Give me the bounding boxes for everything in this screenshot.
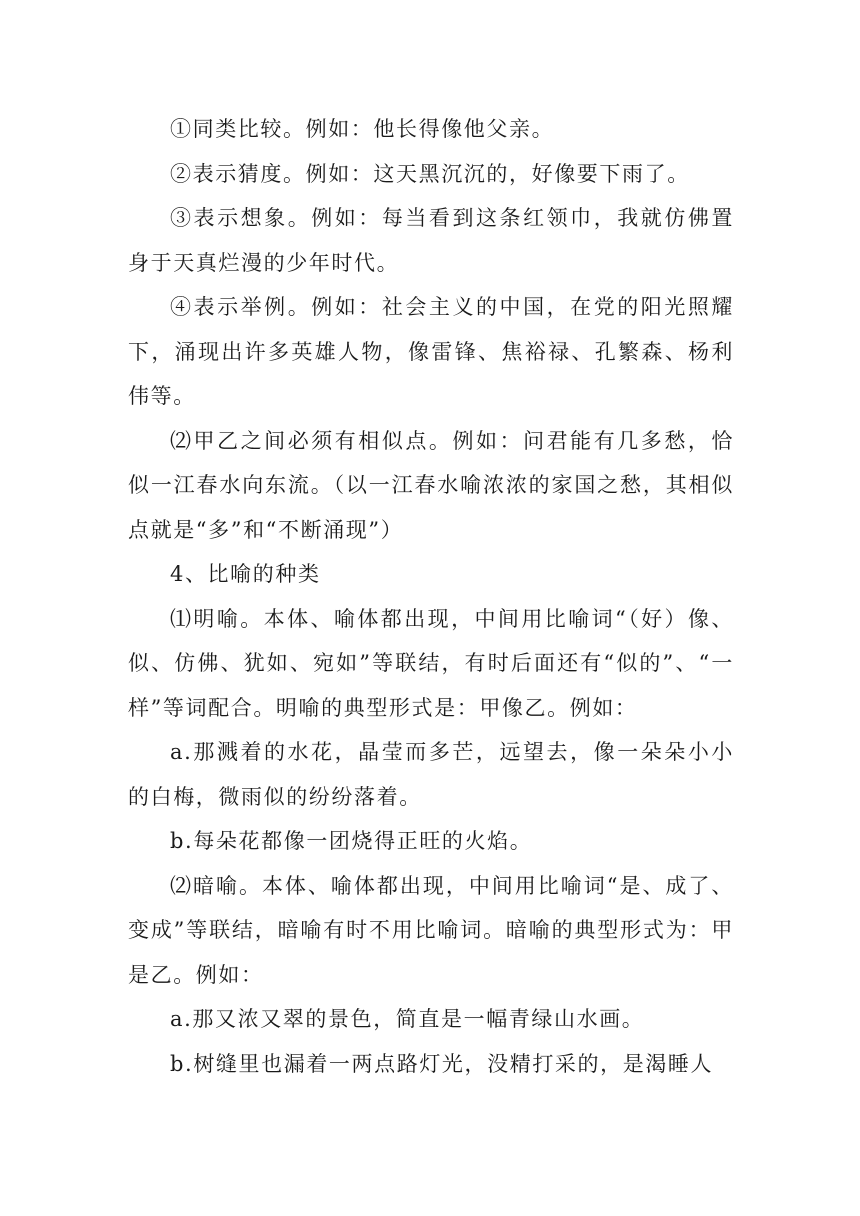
paragraph-comparison-same-type: ①同类比较。例如：他长得像他父亲。 <box>170 117 555 141</box>
paragraph-metaphor: ⑵暗喻。本体、喻体都出现，中间用比喻词“是、成了、变成”等联结，暗喻有时不用比喻词。暗喻的典型形式为：甲是乙。例如： <box>128 873 734 987</box>
paragraph-metaphor-example-a: a.那又浓又翠的景色，简直是一幅青绿山水画。 <box>170 1007 645 1031</box>
paragraph-imagination: ③表示想象。例如：每当看到这条红领巾，我就仿佛置身于天真烂漫的少年时代。 <box>128 206 734 275</box>
paragraph-simile-example-b: b.每朵花都像一团烧得正旺的火焰。 <box>170 829 533 853</box>
paragraph-simile: ⑴明喻。本体、喻体都出现，中间用比喻词“（好）像、似、仿佛、犹如、宛如”等联结，有时后面还有“似的”、“一样”等词配合。明喻的典型形式是：甲像乙。例如： <box>128 606 734 720</box>
paragraph-conjecture: ②表示猜度。例如：这天黑沉沉的，好像要下雨了。 <box>170 161 690 186</box>
paragraph-simile-example-a: a.那溅着的水花，晶莹而多芒，远望去，像一朵朵小小的白梅，微雨似的纷纷落着。 <box>128 740 734 809</box>
document-body <box>128 107 734 1086</box>
paragraph-similarity-point: ⑵甲乙之间必须有相似点。例如：问君能有几多愁，恰似一江春水向东流。（以一江春水喻浓浓的家国之愁，其相似点就是“多”和“不断涌现”） <box>128 428 734 542</box>
section-heading-metaphor-types: 4、比喻的种类 <box>170 562 321 586</box>
paragraph-metaphor-example-b: b.树缝里也漏着一两点路灯光，没精打采的，是渴睡人 <box>170 1051 714 1076</box>
paragraph-example: ④表示举例。例如：社会主义的中国，在党的阳光照耀下，涌现出许多英雄人物，像雷锋、焦裕禄、孔繁森、杨利伟等。 <box>128 295 734 408</box>
